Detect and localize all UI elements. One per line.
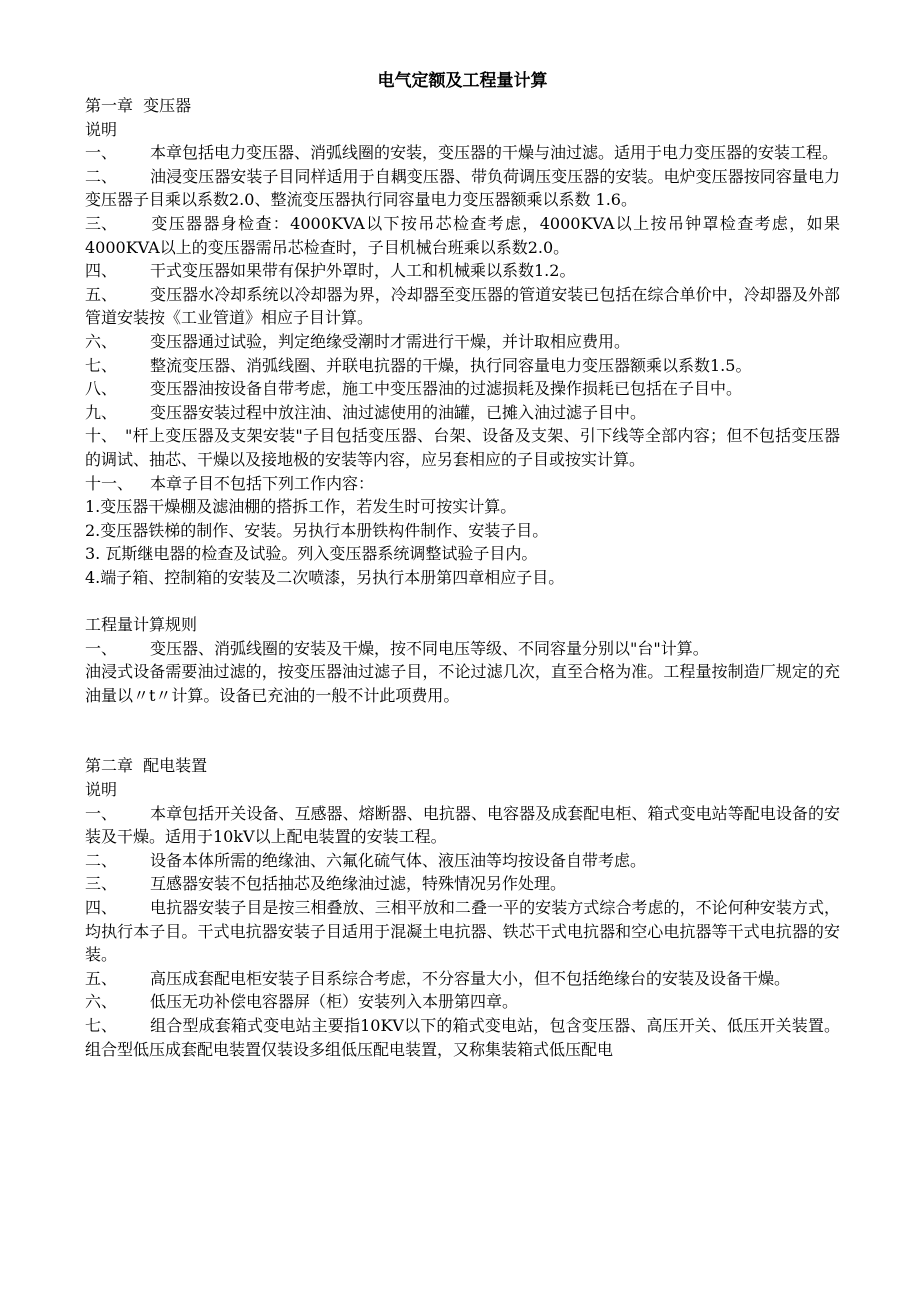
chapter1-intro: 说明: [85, 119, 118, 139]
chapter1-sub-item-3: 3. 瓦斯继电器的检查及试验。列入变压器系统调整试验子目内。: [85, 544, 538, 564]
chapter1-item-1: 一、 本章包括电力变压器、消弧线圈的安装，变压器的干燥与油过滤。适用于电力变压器的安装工程。: [85, 143, 839, 163]
chapter1-item-4: 四、 干式变压器如果带有保护外罩时，人工和机械乘以系数1.2。: [85, 261, 576, 281]
chapter1-item-9: 九、 变压器安装过程中放注油、油过滤使用的油罐，已摊入油过滤子目中。: [85, 402, 647, 422]
chapter2-item-5: 五、 高压成套配电柜安装子目系综合考虑，不分容量大小，但不包括绝缘台的安装及设备干燥。: [85, 968, 791, 988]
chapter2-item-4: 四、 电抗器安装子目是按三相叠放、三相平放和二叠一平的安装方式综合考虑的，不论何种安装方式，均执行本子目。干式电抗器安装子目适用于混凝土电抗器、铁芯干式电抗器和空心电抗器等干式电抗器的安装。: [85, 898, 840, 965]
chapter1-item-6: 六、 变压器通过试验，判定绝缘受潮时才需进行干燥，并计取相应费用。: [85, 331, 631, 351]
chapter1-item-2: 二、 油浸变压器安装子目同样适用于自耦变压器、带负荷调压变压器的安装。电炉变压器按同容量电力变压器子目乘以系数2.0、整流变压器执行同容量电力变压器额乘以系数 1.6。: [85, 166, 840, 210]
chapter1-item-5: 五、 变压器水冷却系统以冷却器为界，冷却器至变压器的管道安装已包括在综合单价中，冷却器及外部管道安装按《工业管道》相应子目计算。: [85, 284, 840, 328]
document-title: 电气定额及工程量计算: [377, 71, 548, 91]
chapter2-item-1: 一、 本章包括开关设备、互感器、熔断器、电抗器、电容器及成套配电柜、箱式变电站等配电设备的安装及干燥。适用于10kV以上配电装置的安装工程。: [85, 803, 840, 847]
chapter2-heading: 第二章 配电装置: [85, 756, 208, 776]
chapter2-item-3: 三、 互感器安装不包括抽芯及绝缘油过滤，特殊情况另作处理。: [85, 874, 567, 894]
chapter1-sub-item-4: 4.端子箱、控制箱的安装及二次喷漆，另执行本册第四章相应子目。: [85, 567, 565, 587]
rules-heading: 工程量计算规则: [85, 615, 198, 635]
chapter1-sub-item-2: 2.变压器铁梯的制作、安装。另执行本册铁构件制作、安装子目。: [85, 520, 549, 540]
chapter1-item-3: 三、 变压器器身检查：4000KVA以下按吊芯检查考虑，4000KVA以上按吊钟罩检查考虑，如果4000KVA以上的变压器需吊芯检查时，子目机械台班乘以系数2.0。: [85, 213, 840, 257]
rules-item-1: 一、 变压器、消弧线圈的安装及干燥，按不同电压等级、不同容量分别以"台"计算。: [85, 638, 709, 658]
chapter1-item-7: 七、 整流变压器、消弧线圈、并联电抗器的干燥，执行同容量电力变压器额乘以系数1.5。: [85, 355, 752, 375]
chapter2-item-6: 六、 低压无功补偿电容器屏（柜）安装列入本册第四章。: [85, 992, 519, 1012]
chapter1-item-11: 十一、 本章子目不包括下列工作内容：: [85, 473, 375, 493]
chapter1-item-10: 十、 "杆上变压器及支架安装"子目包括变压器、台架、设备及支架、引下线等全部内容；但不包括变压器的调试、抽芯、干燥以及接地极的安装等内容，应另套相应的子目或按实计算。: [85, 426, 840, 469]
chapter1-sub-item-1: 1.变压器干燥棚及滤油棚的搭拆工作，若发生时可按实计算。: [85, 497, 517, 517]
chapter2-item-2: 二、 设备本体所需的绝缘油、六氟化硫气体、液压油等均按设备自带考虑。: [85, 850, 647, 870]
chapter1-heading: 第一章 变压器: [85, 96, 192, 115]
chapter1-item-8: 八、 变压器油按设备自带考虑，施工中变压器油的过滤损耗及操作损耗已包括在子目中。: [85, 379, 743, 399]
document-page: [85, 70, 840, 1061]
chapter2-intro: 说明: [85, 780, 118, 800]
rules-note: 油浸式设备需要油过滤的，按变压器油过滤子目，不论过滤几次，直至合格为准。工程量按制造厂规定的充油量以〃t〃计算。设备已充油的一般不计此项费用。: [85, 662, 840, 705]
chapter2-item-7: 七、 组合型成套箱式变电站主要指10KV以下的箱式变电站，包含变压器、高压开关、低压开关装置。组合型低压成套配电装置仅装设多组低压配电装置，又称集装箱式低压配电: [85, 1015, 840, 1059]
